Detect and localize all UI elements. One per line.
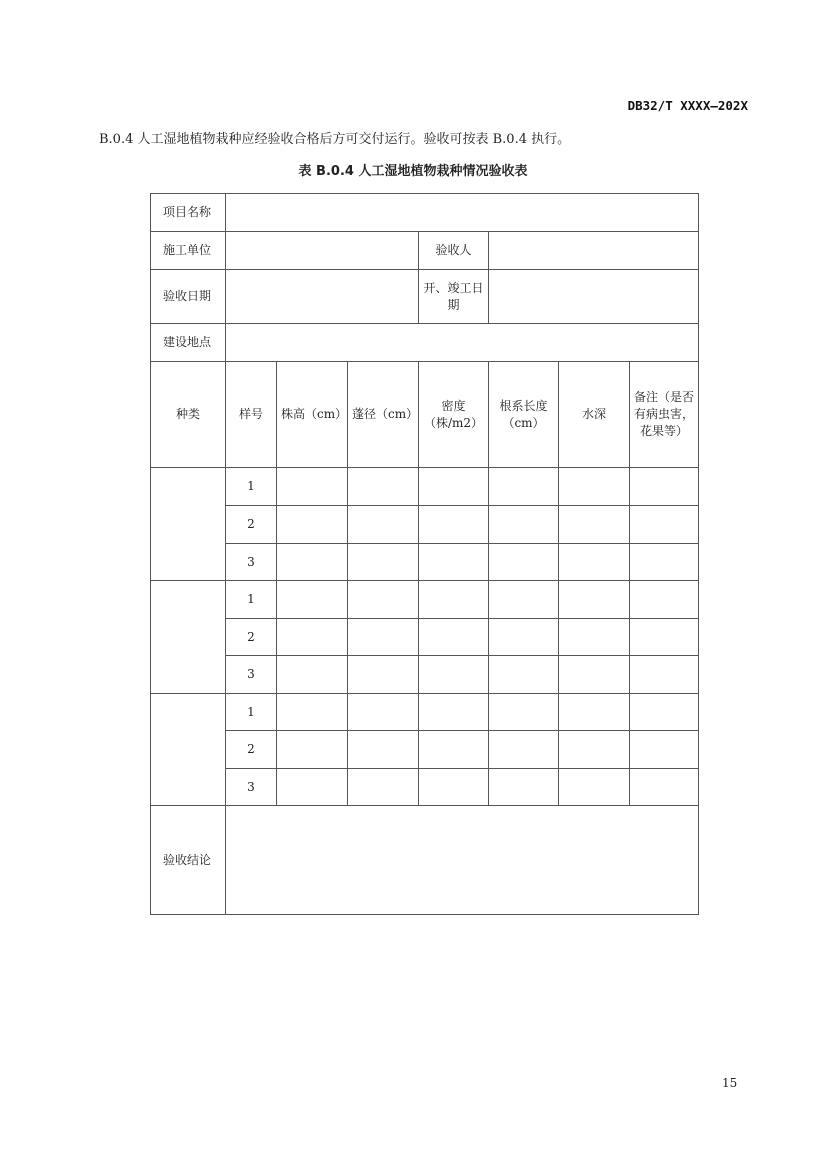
cell[interactable] <box>348 694 419 731</box>
cell[interactable] <box>489 694 559 731</box>
start-end-date-label: 开、竣工日期 <box>419 270 489 324</box>
cell[interactable] <box>419 468 489 506</box>
cell[interactable] <box>559 581 630 619</box>
col-water-depth: 水深 <box>559 362 630 468</box>
cell[interactable] <box>277 506 348 544</box>
cell[interactable] <box>277 769 348 806</box>
cell[interactable] <box>348 656 419 694</box>
cell[interactable] <box>419 731 489 769</box>
cell[interactable] <box>630 468 699 506</box>
inspection-date-label: 验收日期 <box>151 270 226 324</box>
cell[interactable] <box>489 544 559 581</box>
table-row <box>151 506 699 544</box>
cell[interactable] <box>630 581 699 619</box>
cell[interactable] <box>419 506 489 544</box>
cell[interactable] <box>348 619 419 656</box>
cell[interactable] <box>277 656 348 694</box>
cell[interactable] <box>489 581 559 619</box>
site-field[interactable] <box>226 324 699 362</box>
sample-no: 1 <box>226 468 277 506</box>
cell[interactable] <box>348 544 419 581</box>
column-header-row <box>151 362 699 468</box>
col-plant-height: 株高（cm） <box>277 362 348 468</box>
cell[interactable] <box>559 619 630 656</box>
cell[interactable] <box>277 694 348 731</box>
construction-unit-field[interactable] <box>226 232 419 270</box>
cell[interactable] <box>419 769 489 806</box>
cell[interactable] <box>559 656 630 694</box>
cell[interactable] <box>419 581 489 619</box>
cell[interactable] <box>277 619 348 656</box>
col-remarks: 备注（是否有病虫害，花果等） <box>630 362 699 468</box>
cell[interactable] <box>630 544 699 581</box>
col-species: 种类 <box>151 362 226 468</box>
clause-text: B.0.4 人工湿地植物栽种应经验收合格后方可交付运行。验收可按表 B.0.4 执行。 <box>99 132 571 147</box>
col-canopy-diameter: 蓬径（cm） <box>348 362 419 468</box>
cell[interactable] <box>489 468 559 506</box>
table-caption: 表 B.0.4 人工湿地植物栽种情况验收表 <box>298 164 528 179</box>
project-name-label: 项目名称 <box>151 194 226 232</box>
table-row <box>151 694 699 731</box>
conclusion-label: 验收结论 <box>151 806 226 915</box>
conclusion-field[interactable] <box>226 806 699 915</box>
cell[interactable] <box>559 731 630 769</box>
cell[interactable] <box>559 694 630 731</box>
cell[interactable] <box>348 731 419 769</box>
cell[interactable] <box>559 506 630 544</box>
construction-unit-label: 施工单位 <box>151 232 226 270</box>
cell[interactable] <box>489 506 559 544</box>
sample-no: 1 <box>226 581 277 619</box>
table-row <box>151 544 699 581</box>
cell[interactable] <box>630 769 699 806</box>
sample-no: 2 <box>226 506 277 544</box>
cell[interactable] <box>630 694 699 731</box>
table-row <box>151 731 699 769</box>
table-row <box>151 769 699 806</box>
site-label: 建设地点 <box>151 324 226 362</box>
inspector-field[interactable] <box>489 232 699 270</box>
page-number: 15 <box>722 1076 738 1090</box>
table-row <box>151 468 699 506</box>
cell[interactable] <box>348 506 419 544</box>
cell[interactable] <box>348 769 419 806</box>
cell[interactable] <box>419 619 489 656</box>
inspector-label: 验收人 <box>419 232 489 270</box>
cell[interactable] <box>630 731 699 769</box>
inspection-date-field[interactable] <box>226 270 419 324</box>
cell[interactable] <box>630 506 699 544</box>
cell[interactable] <box>419 656 489 694</box>
cell[interactable] <box>630 656 699 694</box>
cell[interactable] <box>277 468 348 506</box>
cell[interactable] <box>277 731 348 769</box>
col-root-length: 根系长度（cm） <box>489 362 559 468</box>
col-sample-no: 样号 <box>226 362 277 468</box>
cell[interactable] <box>559 468 630 506</box>
cell[interactable] <box>419 694 489 731</box>
table-row <box>151 656 699 694</box>
project-name-field[interactable] <box>226 194 699 232</box>
cell[interactable] <box>348 581 419 619</box>
sample-no: 2 <box>226 619 277 656</box>
species-cell[interactable] <box>151 468 226 581</box>
cell[interactable] <box>559 544 630 581</box>
sample-no: 3 <box>226 544 277 581</box>
cell[interactable] <box>489 619 559 656</box>
cell[interactable] <box>559 769 630 806</box>
cell[interactable] <box>419 544 489 581</box>
document-code: DB32/T XXXX—202X <box>627 98 748 113</box>
cell[interactable] <box>277 581 348 619</box>
sample-no: 3 <box>226 656 277 694</box>
start-end-date-field[interactable] <box>489 270 699 324</box>
table-row <box>151 581 699 619</box>
species-cell[interactable] <box>151 581 226 694</box>
cell[interactable] <box>630 619 699 656</box>
col-density: 密度（株/m2） <box>419 362 489 468</box>
table-row <box>151 619 699 656</box>
sample-no: 3 <box>226 769 277 806</box>
species-cell[interactable] <box>151 694 226 806</box>
cell[interactable] <box>277 544 348 581</box>
cell[interactable] <box>489 769 559 806</box>
sample-no: 2 <box>226 731 277 769</box>
cell[interactable] <box>489 731 559 769</box>
cell[interactable] <box>489 656 559 694</box>
cell[interactable] <box>348 468 419 506</box>
acceptance-table <box>150 193 699 915</box>
sample-no: 1 <box>226 694 277 731</box>
